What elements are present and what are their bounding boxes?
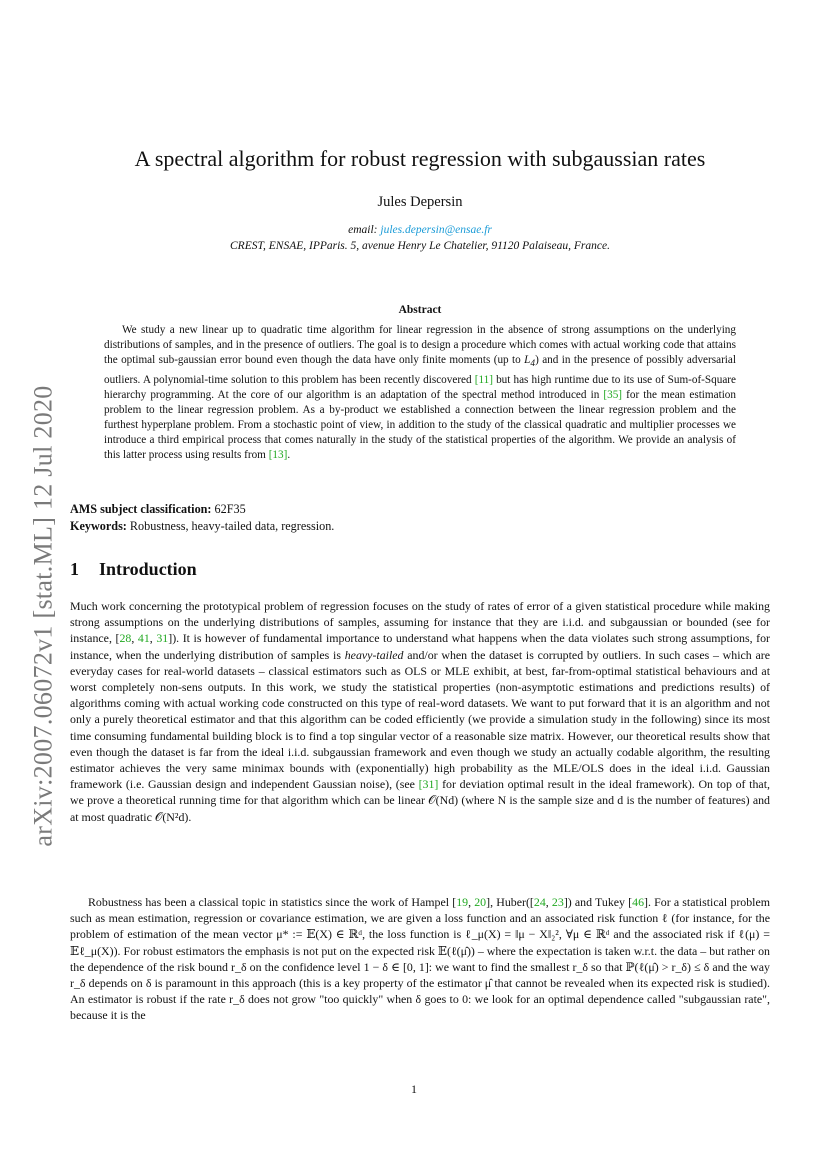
citation-link[interactable]: [11] xyxy=(474,373,493,386)
citation-link[interactable]: 41 xyxy=(137,631,150,646)
citation-link[interactable]: 46 xyxy=(632,895,645,909)
email-label: email: xyxy=(348,224,378,236)
citation-link[interactable]: 31 xyxy=(156,631,169,646)
citation-link[interactable]: 24 xyxy=(533,895,546,909)
citation-link[interactable]: [13] xyxy=(268,448,288,461)
section-heading xyxy=(70,559,197,580)
abstract-body: We study a new linear up to quadratic time algorithm for linear regression in the absence of strong assumptions on the underlying distributions of samples, and in the presence of outliers. The goal is to design a procedure which comes with actual working code that attains the optimal sub-gaussian error bound even though the data have only finite moments (up to $L_4$) and in the presence of possibly adversarial outliers. A polynomial-time solution to this problem has been recently discovered [11] but has high runtime due to its use of Sum-of-Square hierarchy programming. At the core of our algorithm is an adaptation of the spectral method introduced in [35] for the mean estimation problem to the linear regression problem. As a by-product we established a connection between the linear regression problem and the furthest hyperplane problem. From a stochastic point of view, in addition to the study of the classical quadratic and multiplier processes we introduce a third empirical process that comes naturally in the study of the statistical properties of the algorithm. We provide an analysis of this latter process using results from [13]. xyxy=(104,324,736,461)
arxiv-identifier-text: arXiv:2007.06072v1 [stat.ML] 12 Jul 2020 xyxy=(29,385,58,847)
citation-link[interactable]: 20 xyxy=(474,895,487,909)
citation-link[interactable]: 19 xyxy=(456,895,469,909)
page-number: 1 xyxy=(411,1082,417,1096)
email-link[interactable]: jules.depersin@ensae.fr xyxy=(380,224,492,236)
section-title: Introduction xyxy=(99,559,197,579)
citation-link[interactable]: 28 xyxy=(119,631,132,646)
citation-link[interactable]: [35] xyxy=(603,388,623,401)
section-number: 1 xyxy=(70,559,79,579)
citation-link[interactable]: [31] xyxy=(418,777,439,792)
ams-classification: AMS subject classification: 62F35 xyxy=(70,502,246,516)
intro-paragraph-1: Much work concerning the prototypical problem of regression focuses on the study of rates of error of a given statistical procedure while making strong assumptions on the underlying distributions of samples, assuming for instance that they are i.i.d. and subgaussian or bounded (see for instance, [28, 41, 31]). It is however of fundamental importance to understand what happens when the data violates such strong assumptions, for instance, when the underlying distribution of samples is heavy-tailed and/or when the dataset is corrupted by outliers. In such cases – which are everyday cases for real-world datasets – classical estimators such as OLS or MLE exhibit, at best, far-from-optimal statistical behaviours and at worst completely non-sens outputs. In this work, we study the statistical properties (non-asymptotic estimations and predictions results) of algorithms coming with actual working code constructed on this type of real-word datasets. We want to put forward that it is an algorithm and not only a purely theoretical estimator and that this algorithm can be coded efficiently (we provide a simulation study in the following) since its most time consuming fundamental building block is to find a top singular vector of a reasonable size matrix. However, our theoretical results show that even though the dataset is far from the ideal i.i.d. subgaussian framework and even though we study an actually codable algorithm, the resulting estimator achieves the very same minimax bounds with (exponentially) high probability as the MLE/OLS does in the ideal i.i.d. Gaussian framework (i.e. Gaussian design and independent Gaussian noise), (see [31] for deviation optimal result in the ideal framework). On top of that, we prove a theoretical running time for that algorithm which can be linear 𝒪(Nd) (where N is the sample size and d is the number of features) and at most quadratic 𝒪(N²d). xyxy=(70,599,770,824)
citation-link[interactable]: 23 xyxy=(551,895,564,909)
author-email xyxy=(70,224,770,236)
author-name: Jules Depersin xyxy=(377,194,463,210)
author-affiliation: CREST, ENSAE, IPParis. 5, avenue Henry Le Chatelier, 91120 Palaiseau, France. xyxy=(230,240,610,252)
arxiv-identifier xyxy=(14,366,74,866)
keywords: Keywords: Robustness, heavy-tailed data, regression. xyxy=(70,519,335,533)
intro-paragraph-2: Robustness has been a classical topic in statistics since the work of Hampel [19, 20], Huber([24, 23]) and Tukey [46]. For a statistical problem such as mean estimation, regression or covariance estimation, we are given a loss function and an associated risk function ℓ (for instance, for the problem of estimation of the mean vector μ* := 𝔼(X) ∈ ℝᵈ, the loss function is ℓ_μ(X) = ‖μ − X‖₂², ∀μ ∈ ℝᵈ and the associated risk if ℓ(μ) = 𝔼ℓ_μ(X)). For robust estimators the emphasis is not put on the expected risk 𝔼(ℓ(μ̂)) – where the expectation is taken w.r.t. the data – but rather on the dependence of the risk bound r_δ on the confidence level 1 − δ ∈ [0, 1]: we want to find the smallest r_δ so that ℙ(ℓ(μ̂) > r_δ) ≤ δ and the way r_δ depends on δ is paramount in this approach (this is a key property of the estimator μ̂ that cannot be revealed when its expected risk is studied). An estimator is robust if the rate r_δ does not grow "too quickly" when δ goes to 0: we look for an optimal dependence called "subgaussian rate", because it is the xyxy=(70,895,770,1023)
paper-title: A spectral algorithm for robust regression with subgaussian rates xyxy=(134,146,706,171)
abstract-heading: Abstract xyxy=(398,304,442,316)
